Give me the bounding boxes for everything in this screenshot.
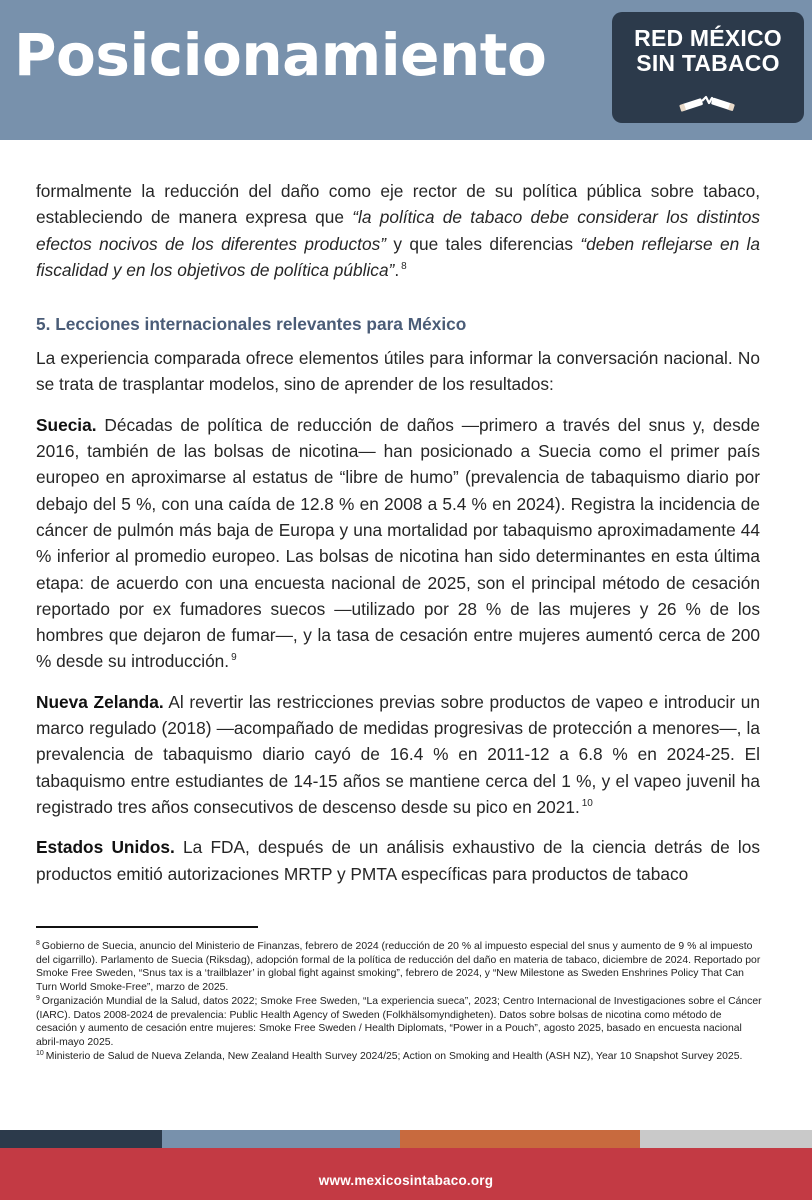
united-states-paragraph (36, 834, 760, 887)
intro-paragraph (36, 178, 760, 283)
footnote-divider (36, 926, 258, 928)
main-content (36, 178, 760, 887)
footer-color-stripes (0, 1130, 812, 1148)
intro-text-1: formalmente la reducción del daño como eje rector de su política pública sobre tabaco, estableciendo de manera expresa que (36, 181, 760, 228)
logo-line-2: SIN TABACO (636, 50, 780, 76)
website-link[interactable]: www.mexicosintabaco.org (318, 1173, 494, 1188)
broken-cigarette-icon (678, 84, 738, 116)
stripe-light-blue (162, 1130, 400, 1148)
intro-quote-1: “la política de tabaco debe considerar los distintos efectos nocivos de los diferentes productos” (36, 207, 760, 254)
sweden-text: Décadas de política de reducción de daños —primero a través del snus y, desde 2016, también de las bolsas de nicotina— han posicionado a Suecia como el primer país europeo en aproximarse al estatus de “libre de humo” (prevalencia de tabaquismo diario por debajo del 5 %, con una caída de 12.8 % en 2008 a 5.4 % en 2024). Registra la incidencia de cáncer de pulmón más baja de Europa y una mortalidad por tabaquismo aproximadamente 44 % inferior al promedio europeo. Las bolsas de nicotina han sido determinantes en esta última etapa: de acuerdo con una encuesta nacional de 2025, son el principal método de cesación reportado por ex fumadores suecos —utilizado por 28 % de las mujeres y 26 % de los hombres que dejaron de fumar—, y la tasa de cesación entre mujeres aumentó cerca de 200 % desde su introducción. (36, 414, 760, 672)
footnote-8 (36, 940, 764, 995)
logo-line-1: RED MÉXICO (634, 25, 782, 51)
footnote-number: 9 (36, 994, 40, 1002)
footnote-text: Organización Mundial de la Salud, datos 2022; Smoke Free Sweden, “La experiencia sueca”, 2023; Centro Internacional de Investigaciones sobre el Cáncer (IARC). Datos 2008-2024 de prevalencia: Public Health Agency of Sweden (Folkhälsomyndigheten). Datos sobre bolsas de nicotina como método de cesación y aumento de cesación entre mujeres: Smoke Free Sweden / Health Diplomats, “Power in a Pouch”, agosto 2025, basado en encuesta nacional abril-mayo 2025. (36, 995, 762, 1048)
new-zealand-label: Nueva Zelanda. (36, 691, 164, 712)
sweden-paragraph (36, 412, 760, 675)
footnote-ref-10[interactable]: 10 (581, 797, 593, 809)
footnote-ref-8[interactable]: 8 (401, 260, 407, 272)
intro-text-2: y que tales diferencias (385, 233, 581, 254)
footnotes (36, 940, 764, 1063)
intro-text-3: . (394, 259, 400, 280)
section-intro-paragraph: La experiencia comparada ofrece elementos útiles para informar la conversación nacional. No se trata de trasplantar modelos, sino de aprender de los resultados: (36, 348, 760, 395)
footnote-number: 10 (36, 1049, 44, 1057)
section-heading: 5. Lecciones internacionales relevantes para México (36, 314, 467, 335)
united-states-label: Estados Unidos. (36, 837, 175, 858)
stripe-orange (400, 1130, 640, 1148)
footnote-ref-9[interactable]: 9 (231, 652, 237, 664)
footnote-9 (36, 995, 764, 1050)
footnote-text: Ministerio de Salud de Nueva Zelanda, New Zealand Health Survey 2024/25; Action on Smoking and Health (ASH NZ), Year 10 Snapshot Survey 2025. (45, 1050, 743, 1062)
sweden-label: Suecia. (36, 414, 97, 435)
united-states-text: La FDA, después de un análisis exhaustivo de la ciencia detrás de los productos emitió autorizaciones MRTP y PMTA específicas para productos de tabaco (36, 837, 761, 884)
logo (612, 12, 804, 123)
new-zealand-paragraph (36, 689, 760, 820)
new-zealand-text: Al revertir las restricciones previas sobre productos de vapeo e introducir un marco regulado (2018) —acompañado de medidas progresivas de protección a menores—, la prevalencia de tabaquismo diario cayó de 16.4 % en 2011-12 a 6.8 % en 2024-25. El tabaquismo entre estudiantes de 14-15 años se mantiene cerca del 1 %, y el vapeo juvenil ha registrado tres años consecutivos de descenso desde su pico en 2021. (36, 691, 760, 817)
intro-quote-2: “deben reflejarse en la fiscalidad y en los objetivos de política pública” (36, 233, 761, 280)
footnote-10 (36, 1050, 764, 1064)
header-title: Posicionamiento (14, 21, 547, 89)
page-header (0, 0, 812, 140)
footnote-text: Gobierno de Suecia, anuncio del Ministerio de Finanzas, febrero de 2024 (reducción de 20 % al impuesto especial del snus y aumento de 9 % al impuesto del cigarrillo). Parlamento de Suecia (Riksdag), adopción formal de la política de reducción del daño en materia de tabaco, diciembre de 2024. Reportado por Smoke Free Sweden, “Snus tax is a ‘trailblazer’ in global fight against smoking”, febrero de 2024, y “New Milestone as Sweden Enshrines Policy That Can Turn World Smoke-Free”, marzo de 2025. (36, 941, 761, 994)
footnote-number: 8 (36, 940, 40, 947)
stripe-dark-blue (0, 1130, 162, 1148)
stripe-gray (640, 1130, 812, 1148)
